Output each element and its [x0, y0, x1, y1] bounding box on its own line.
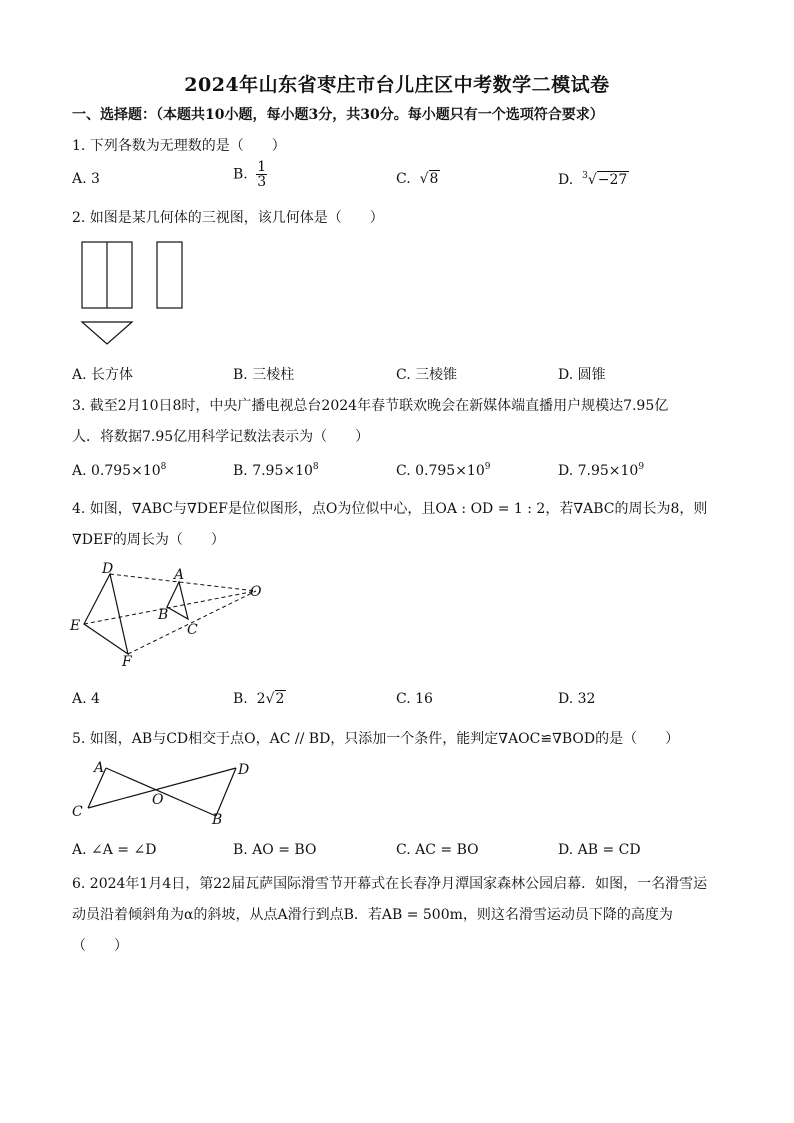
q1-option-c-radical: √8 — [415, 171, 439, 187]
q4-option-b-prefix: B. — [233, 691, 248, 707]
label-O: O — [152, 792, 164, 808]
exponent: 8 — [312, 462, 319, 472]
exponent: 8 — [160, 462, 167, 472]
option-text: A. 0.795×10 — [72, 463, 161, 479]
page-title: 2024年山东省枣庄市台儿庄区中考数学二模试卷 — [184, 74, 610, 96]
q3-option-a — [72, 462, 166, 479]
q1-option-a: A. 3 — [72, 171, 100, 187]
section-heading: 一、选择题：（本题共10小题，每小题3分，共30分。每小题只有一个选项符合要求） — [72, 107, 604, 123]
radicand: 2 — [275, 691, 285, 707]
exponent: 9 — [484, 462, 491, 472]
q4-stem-line1: 4. 如图，∇ABC与∇DEF是位似图形，点O为位似中心，且OA : OD = 1 : 2，若∇ABC的周长为8，则 — [72, 501, 708, 517]
label-B: B — [212, 812, 223, 828]
triangle-DEF — [84, 574, 128, 654]
q3-option-d — [558, 462, 644, 479]
q4-homothety-figure — [66, 558, 276, 673]
q1-option-c — [396, 171, 440, 187]
q3-stem-line2: 人．将数据7.95亿用科学记数法表示为（ ） — [72, 429, 370, 445]
q2-option-d: D. 圆锥 — [558, 367, 606, 383]
q3-option-b — [233, 462, 319, 479]
label-B: B — [158, 607, 169, 623]
q3-option-c — [396, 462, 490, 479]
side-view — [157, 242, 182, 308]
q5-crossed-triangles-figure — [66, 756, 266, 828]
label-E: E — [70, 618, 81, 634]
q6-stem-line3: （ ） — [72, 938, 128, 954]
q5-option-d: D. AB = CD — [558, 842, 641, 858]
q4-option-d: D. 32 — [558, 691, 596, 707]
radicand: 8 — [429, 171, 439, 187]
q4-option-b — [233, 691, 286, 707]
q5-option-a: A. ∠A = ∠D — [72, 842, 157, 858]
label-O: O — [250, 584, 262, 600]
fraction-numerator: 1 — [257, 159, 267, 175]
label-D: D — [102, 561, 114, 577]
q1-option-b-fraction — [256, 160, 267, 189]
segment-BD — [216, 768, 236, 816]
q2-option-b: B. 三棱柱 — [233, 367, 295, 383]
option-text: B. 7.95×10 — [233, 463, 313, 479]
q2-stem: 2. 如图是某几何体的三视图，该几何体是（ ） — [72, 210, 384, 226]
radicand: −27 — [597, 172, 628, 188]
q1-option-d — [558, 171, 629, 188]
q2-option-a: A. 长方体 — [72, 367, 134, 383]
label-A: A — [94, 760, 105, 776]
coefficient: 2 — [256, 691, 266, 707]
label-C: C — [187, 622, 198, 638]
q6-stem-line1: 6. 2024年1月4日，第22届瓦萨国际滑雪节开幕式在长春净月潭国家森林公园启幕．如图，一名滑雪运 — [72, 876, 708, 892]
q5-option-c: C. AC = BO — [396, 842, 479, 858]
radical-index: 3 — [582, 171, 588, 181]
q1-option-c-prefix: C. — [396, 171, 411, 187]
option-text: D. 7.95×10 — [558, 463, 639, 479]
q4-stem-line2: ∇DEF的周长为（ ） — [72, 532, 225, 548]
q1-stem: 1. 下列各数为无理数的是（ ） — [72, 138, 286, 154]
q1-option-d-radical: $^3$√−27 — [582, 171, 628, 188]
q1-option-d-prefix: D. — [558, 172, 574, 188]
exponent: 9 — [638, 462, 645, 472]
q5-stem: 5. 如图，AB与CD相交于点O，AC // BD，只添加一个条件，能判定∇AOC≌∇BOD的是（ ） — [72, 731, 680, 747]
label-A: A — [174, 567, 185, 583]
triangle-ABC — [167, 582, 188, 619]
label-F: F — [122, 654, 132, 670]
top-view — [82, 322, 132, 344]
fraction-denominator: 3 — [257, 174, 267, 190]
q4-option-a: A. 4 — [72, 691, 100, 707]
q1-option-b-prefix: B. — [233, 166, 248, 183]
label-C: C — [72, 804, 83, 820]
q4-option-b-radical: 2√2 — [256, 691, 285, 707]
option-text: C. 0.795×10 — [396, 463, 485, 479]
q1-option-b — [233, 160, 267, 189]
q3-stem-line1: 3. 截至2月10日8时，中央广播电视总台2024年春节联欢晚会在新媒体端直播用户规模达7.95亿 — [72, 398, 669, 414]
q6-stem-line2: 动员沿着倾斜角为α的斜坡，从点A滑行到点B．若AB = 500m，则这名滑雪运动员下降的高度为 — [72, 907, 673, 923]
q5-option-b: B. AO = BO — [233, 842, 317, 858]
q2-option-c: C. 三棱锥 — [396, 367, 458, 383]
label-D: D — [238, 762, 250, 778]
ray-EO — [84, 591, 256, 624]
q2-three-views-figure — [70, 238, 200, 348]
q4-option-c: C. 16 — [396, 691, 433, 707]
